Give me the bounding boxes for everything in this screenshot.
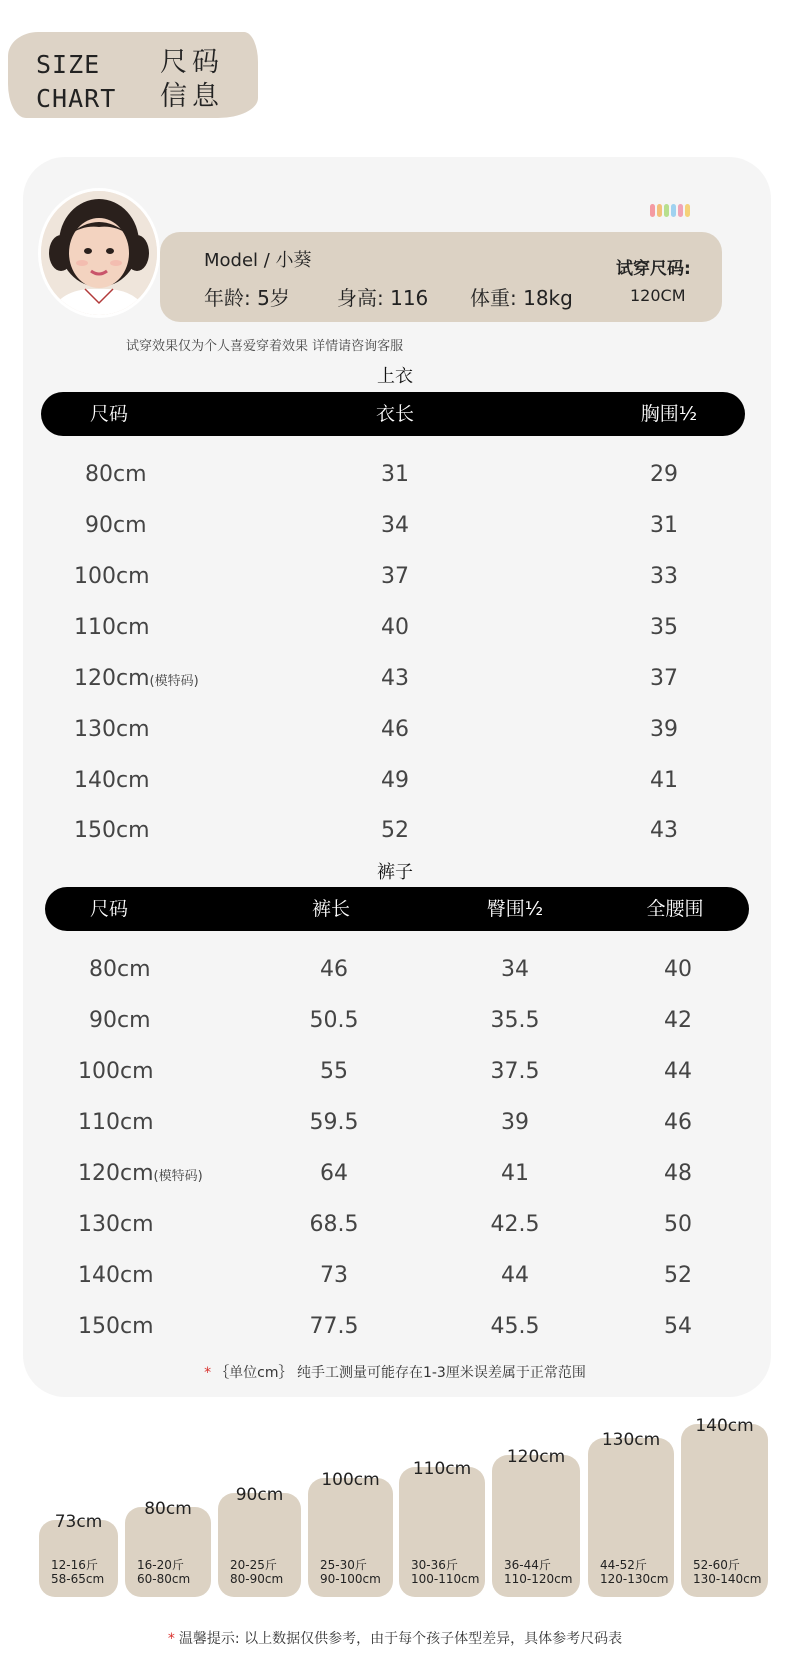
pants-size-cell (78, 1159, 203, 1192)
age-card-weight: 16-20斤 (137, 1558, 184, 1572)
pants-waist-cell: 50 (664, 1212, 692, 1237)
model-size-tag: (模特码) (153, 1169, 203, 1184)
pants-waist-cell: 48 (664, 1161, 692, 1186)
tops-length-cell: 31 (381, 462, 409, 487)
pants-waist-cell: 46 (664, 1110, 692, 1135)
tops-header-bar (41, 392, 745, 436)
model-photo-illustration (41, 191, 157, 315)
tops-title: 上衣 (377, 366, 413, 387)
pants-waist-cell: 44 (664, 1059, 692, 1084)
tops-size-cell (74, 613, 150, 643)
tops-chest-cell: 35 (650, 615, 678, 640)
pants-row (0, 1312, 790, 1342)
pants-waist-cell: 54 (664, 1314, 692, 1339)
dot-yellow (685, 204, 690, 217)
pants-row (0, 955, 790, 985)
dot-blue (671, 204, 676, 217)
tops-row (0, 613, 790, 643)
tops-row (0, 664, 790, 694)
age-size-card (308, 1470, 393, 1597)
pants-hip-cell: 42.5 (490, 1212, 540, 1237)
tops-row (0, 460, 790, 490)
tops-chest-cell: 29 (650, 462, 678, 487)
pants-row (0, 1108, 790, 1138)
tops-header-length: 衣长 (375, 403, 415, 425)
title-en-line2: CHART (36, 84, 117, 113)
tops-size-cell (85, 511, 147, 541)
model-age: 年龄: 5岁 (204, 286, 290, 310)
model-height: 身高: 116 (337, 286, 429, 310)
pants-row (0, 1006, 790, 1036)
tops-length-cell: 34 (381, 513, 409, 538)
pants-length-cell: 59.5 (309, 1110, 359, 1135)
age-card-weight: 36-44斤 (504, 1558, 551, 1572)
tops-size-cell (74, 816, 150, 846)
age-card-size: 73cm (54, 1512, 103, 1532)
age-card-size: 80cm (144, 1499, 192, 1519)
age-size-card (39, 1512, 118, 1597)
tops-row (0, 511, 790, 541)
size-value: 140cm (78, 1263, 154, 1288)
age-card-size: 120cm (506, 1447, 566, 1467)
pants-title: 裤子 (377, 862, 413, 883)
age-card-height: 58-65cm (51, 1572, 105, 1586)
try-size-label: 试穿尺码: (616, 259, 691, 279)
age-card-height: 80-90cm (230, 1572, 284, 1586)
size-value: 150cm (78, 1314, 154, 1339)
age-card-size: 90cm (235, 1485, 284, 1505)
tops-row (0, 562, 790, 592)
tops-chest-cell: 43 (650, 818, 678, 843)
pants-waist-cell: 52 (664, 1263, 692, 1288)
dot-green (664, 204, 669, 217)
age-card-height: 110-120cm (504, 1572, 573, 1586)
model-size-tag: (模特码) (149, 674, 199, 689)
pants-waist-cell: 42 (664, 1008, 692, 1033)
pants-hip-cell: 45.5 (490, 1314, 540, 1339)
tops-chest-cell: 39 (650, 717, 678, 742)
model-name: Model / 小葵 (204, 250, 312, 271)
size-value: 130cm (74, 717, 150, 742)
age-card-weight: 12-16斤 (51, 1558, 98, 1572)
size-value: 90cm (85, 513, 147, 538)
pants-row (0, 1261, 790, 1291)
try-size-value: 120CM (630, 286, 686, 305)
tops-size-cell (74, 766, 150, 796)
pants-header-size: 尺码 (89, 898, 129, 920)
age-size-card (681, 1416, 768, 1597)
tops-row (0, 816, 790, 846)
warm-tip (0, 1628, 790, 1648)
measurement-footnote (0, 1362, 790, 1382)
pants-header-bar (45, 887, 749, 931)
age-card-height: 120-130cm (600, 1572, 669, 1586)
model-weight: 体重: 18kg (470, 286, 573, 310)
decorative-dots (650, 204, 690, 217)
size-chart-title-en (36, 48, 116, 116)
title-cn-line1: 尺码 (160, 47, 224, 78)
footnote-star: * (204, 1365, 212, 1381)
age-card-weight: 25-30斤 (320, 1558, 367, 1572)
pants-row (0, 1057, 790, 1087)
tops-row (0, 766, 790, 796)
title-en-line1: SIZE (36, 50, 101, 79)
tops-size-cell (74, 664, 199, 697)
size-chart-title-cn (160, 46, 224, 114)
pants-length-cell: 50.5 (309, 1008, 359, 1033)
pants-size-cell (78, 1108, 154, 1138)
size-value: 140cm (74, 768, 150, 793)
tops-size-cell (85, 460, 147, 490)
pants-row (0, 1159, 790, 1189)
tops-length-cell: 52 (381, 818, 409, 843)
tops-length-cell: 43 (381, 666, 409, 691)
age-card-size: 110cm (412, 1459, 472, 1479)
pants-header-hip: 臀围½ (486, 898, 544, 920)
size-value: 110cm (78, 1110, 154, 1135)
pants-size-cell (78, 1057, 154, 1087)
footnote-text: ｛单位cm｝ 纯手工测量可能存在1-3厘米误差属于正常范围 (215, 1365, 586, 1381)
age-card-size: 100cm (321, 1470, 380, 1490)
tops-length-cell: 49 (381, 768, 409, 793)
pants-header-length: 裤长 (311, 898, 351, 920)
tops-chest-cell: 33 (650, 564, 678, 589)
size-value: 110cm (74, 615, 150, 640)
dot-orange (657, 204, 662, 217)
pants-length-cell: 77.5 (309, 1314, 359, 1339)
age-size-card (588, 1430, 674, 1597)
pants-hip-cell: 39 (501, 1110, 529, 1135)
tops-row (0, 715, 790, 745)
tip-text: 温馨提示: 以上数据仅供参考，由于每个孩子体型差异，具体参考尺码表 (178, 1631, 623, 1647)
pants-hip-cell: 35.5 (490, 1008, 540, 1033)
size-value: 120cm (78, 1161, 154, 1186)
age-card-weight: 20-25斤 (230, 1558, 277, 1572)
size-value: 130cm (78, 1212, 154, 1237)
size-value: 120cm (74, 666, 150, 691)
size-value: 80cm (85, 462, 147, 487)
dot-rose (678, 204, 683, 217)
tops-chest-cell: 37 (650, 666, 678, 691)
dot-pink (650, 204, 655, 217)
age-card-height: 90-100cm (320, 1572, 381, 1586)
tops-chest-cell: 41 (650, 768, 678, 793)
pants-hip-cell: 41 (501, 1161, 529, 1186)
tops-chest-cell: 31 (650, 513, 678, 538)
age-card-height: 60-80cm (137, 1572, 191, 1586)
model-avatar (38, 188, 160, 318)
pants-header-waist: 全腰围 (646, 898, 704, 920)
tops-size-cell (74, 562, 150, 592)
tops-header-size: 尺码 (89, 403, 129, 425)
pants-size-cell (89, 955, 151, 985)
pants-hip-cell: 37.5 (490, 1059, 540, 1084)
pants-size-cell (89, 1006, 151, 1036)
pants-size-cell (78, 1261, 154, 1291)
tip-star: * (167, 1631, 175, 1647)
age-card-size: 140cm (695, 1416, 754, 1436)
size-value: 80cm (89, 957, 151, 982)
tops-header-chest: 胸围½ (640, 403, 698, 425)
pants-length-cell: 73 (320, 1263, 348, 1288)
tops-length-cell: 46 (381, 717, 409, 742)
pants-size-cell (78, 1312, 154, 1342)
age-card-weight: 44-52斤 (600, 1558, 647, 1572)
age-card-weight: 52-60斤 (693, 1558, 740, 1572)
size-value: 100cm (78, 1059, 154, 1084)
pants-hip-cell: 34 (501, 957, 529, 982)
age-size-card (399, 1459, 485, 1597)
pants-waist-cell: 40 (664, 957, 692, 982)
age-size-card (218, 1485, 301, 1597)
pants-hip-cell: 44 (501, 1263, 529, 1288)
age-size-card (125, 1499, 211, 1597)
pants-length-cell: 55 (320, 1059, 348, 1084)
age-card-weight: 30-36斤 (411, 1558, 458, 1572)
tops-length-cell: 40 (381, 615, 409, 640)
pants-size-cell (78, 1210, 154, 1240)
tops-size-cell (74, 715, 150, 745)
pants-row (0, 1210, 790, 1240)
tops-length-cell: 37 (381, 564, 409, 589)
pants-length-cell: 64 (320, 1161, 348, 1186)
pants-length-cell: 46 (320, 957, 348, 982)
pants-length-cell: 68.5 (309, 1212, 359, 1237)
age-card-height: 100-110cm (411, 1572, 480, 1586)
model-note: 试穿效果仅为个人喜爱穿着效果 详情请咨询客服 (126, 339, 404, 354)
size-value: 150cm (74, 818, 150, 843)
title-cn-line2: 信息 (160, 81, 224, 112)
age-card-height: 130-140cm (693, 1572, 762, 1586)
size-value: 100cm (74, 564, 150, 589)
age-card-size: 130cm (601, 1430, 661, 1450)
size-value: 90cm (89, 1008, 151, 1033)
age-size-card (492, 1447, 580, 1597)
